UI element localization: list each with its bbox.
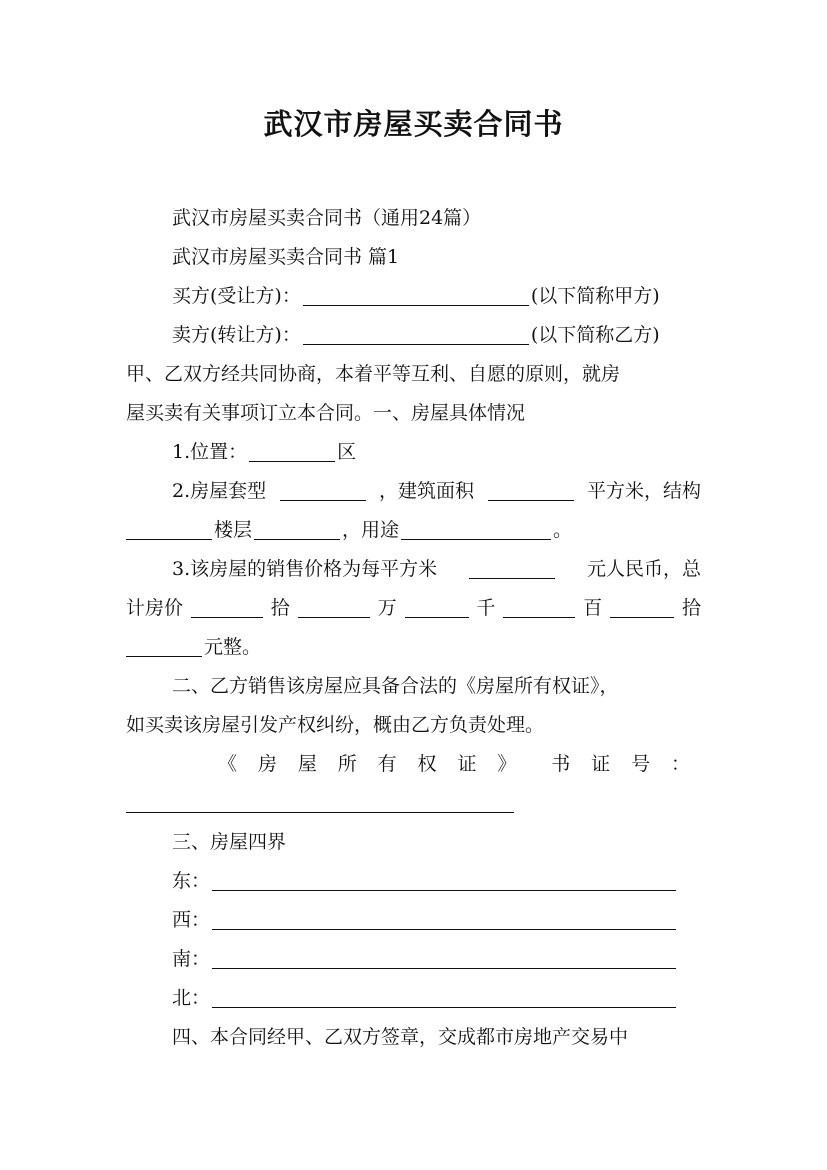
house-type-label: 2.房屋套型 [172,480,267,502]
intro-line-1 [126,349,701,388]
item3-end: 元整。 [204,636,262,658]
east-blank[interactable] [212,872,676,891]
south-blank[interactable] [212,950,676,969]
cert-char: 《 [218,753,238,775]
unit-price-suffix: 元人民币，总 [586,558,701,580]
seller-line [172,310,701,349]
qian-blank[interactable] [405,599,469,618]
unit-price-label: 3.该房屋的销售价格为每平方米 [172,558,438,580]
house-type-blank[interactable] [280,482,366,501]
buyer-name-blank[interactable] [303,287,529,306]
west-line [172,895,701,934]
wan-blank[interactable] [298,599,370,618]
shi-blank[interactable] [610,599,674,618]
floor-label: 楼层 [214,519,253,541]
cert-char: ： [670,753,690,775]
north-line [172,973,701,1012]
item2-line-1 [172,466,701,505]
area-unit: 平方米，结构 [586,480,701,502]
east-line [172,856,701,895]
section-heading-line [172,232,701,271]
north-blank[interactable] [212,989,676,1008]
section-heading: 武汉市房屋买卖合同书 篇1 [172,246,400,268]
buyer-line [172,271,701,310]
west-label: 西： [172,909,211,931]
cert-char: 证 [457,753,477,775]
cert-char: 有 [377,753,397,775]
yuan-blank[interactable] [126,638,202,657]
north-label: 北： [172,987,211,1009]
sec2-line-2 [126,700,701,739]
cert-char: 屋 [297,753,317,775]
intro-text-2: 屋买卖有关事项订立本合同。一、房屋具体情况 [126,402,526,424]
intro-text-1: 甲、乙双方经共同协商，本着平等互利、自愿的原则，就房 [126,363,621,385]
sec4-line-1 [172,1012,701,1051]
use-label: ，用途 [342,519,400,541]
seller-suffix: (以下简称乙方) [530,324,660,346]
bai-blank[interactable] [503,599,575,618]
certificate-number-blank[interactable] [126,794,514,813]
cert-char: 房 [257,753,277,775]
district-blank[interactable] [249,443,335,462]
cert-char: 书 [551,753,571,775]
certificate-number-line [218,739,690,778]
subtitle: 武汉市房屋买卖合同书（通用24篇） [172,207,482,229]
shiwan-blank[interactable] [191,599,263,618]
unit-bai: 百 [583,597,603,619]
unit-shi-2: 拾 [681,597,701,619]
sec3-heading-line [172,817,701,856]
structure-blank[interactable] [126,521,212,540]
item3-line-2 [126,583,701,622]
cert-char: 所 [337,753,357,775]
unit-shi: 拾 [270,597,290,619]
total-price-label: 计房价 [126,597,184,619]
area-label: ，建筑面积 [379,480,475,502]
item3-line-3 [126,622,701,661]
cert-char: 》 [497,753,517,775]
seller-name-blank[interactable] [303,326,529,345]
sec2-text-1: 二、乙方销售该房屋应具备合法的《房屋所有权证》， [172,675,619,697]
certificate-blank-line [126,778,701,817]
sec2-line-1 [172,661,701,700]
buyer-suffix: (以下简称甲方) [530,285,660,307]
item2-line-2 [126,505,701,544]
south-line [172,934,701,973]
area-blank[interactable] [488,482,574,501]
buyer-label: 买方(受让方)： [172,285,301,307]
subtitle-line [172,193,701,232]
cert-char: 号 [631,753,651,775]
sec2-text-2: 如买卖该房屋引发产权纠纷，概由乙方负责处理。 [126,714,545,736]
south-label: 南： [172,948,211,970]
floor-blank[interactable] [254,521,340,540]
seller-label: 卖方(转让方)： [172,324,301,346]
unit-qian: 千 [476,597,496,619]
west-blank[interactable] [212,911,676,930]
item1-line [172,427,701,466]
sec4-text-1: 四、本合同经甲、乙双方签章，交成都市房地产交易中 [172,1026,629,1048]
district-suffix: 区 [337,441,357,463]
unit-price-blank[interactable] [469,560,555,579]
sec3-heading: 三、房屋四界 [172,831,287,853]
use-blank[interactable] [401,521,551,540]
cert-char: 证 [591,753,611,775]
item3-line-1 [172,544,701,583]
east-label: 东： [172,870,211,892]
cert-char: 权 [417,753,437,775]
item2-end: 。 [553,519,573,541]
location-label: 1.位置： [172,441,248,463]
document-title: 武汉市房屋买卖合同书 [263,107,564,141]
unit-wan: 万 [377,597,397,619]
intro-line-2 [126,388,701,427]
